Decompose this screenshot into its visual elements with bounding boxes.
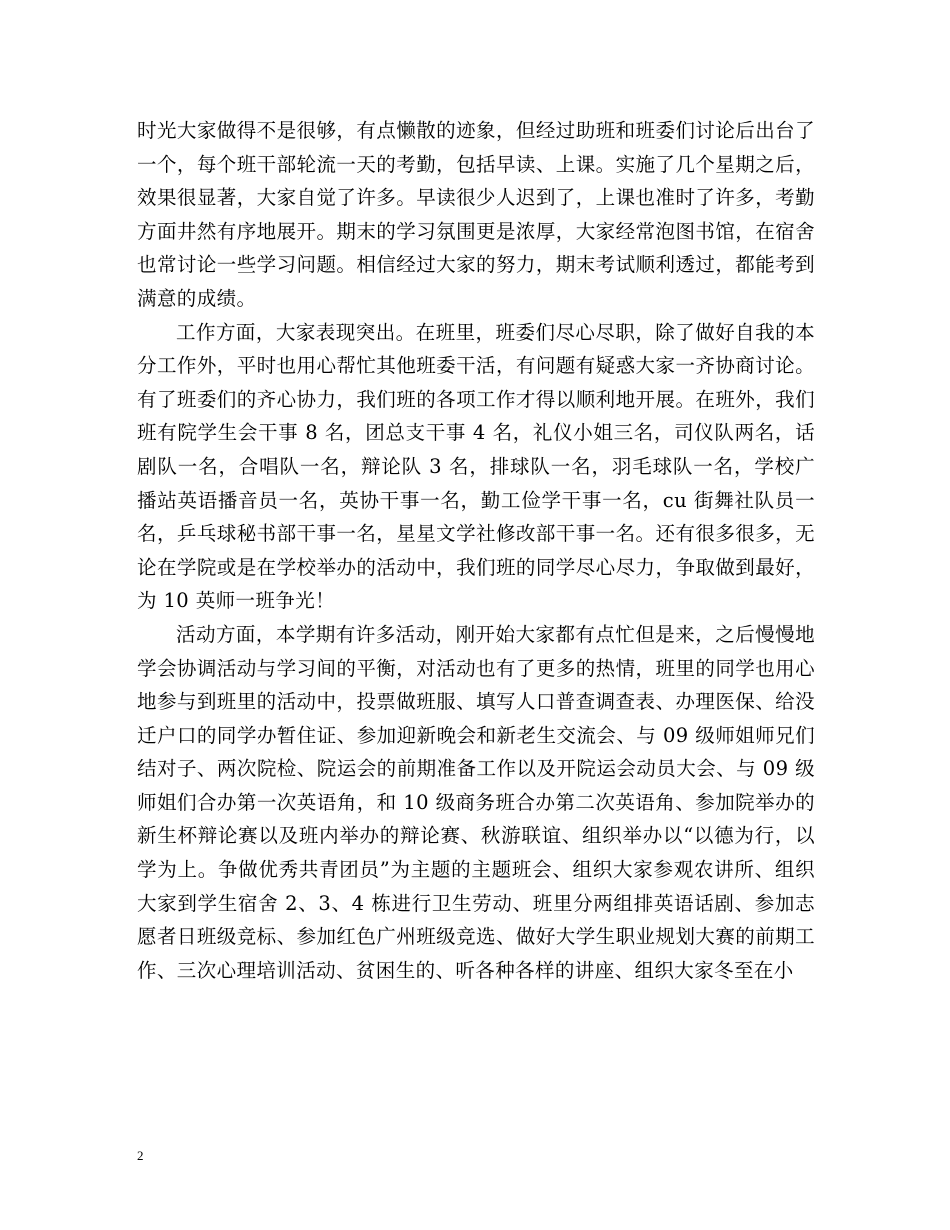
paragraph-1: 时光大家做得不是很够，有点懒散的迹象，但经过助班和班委们讨论后出台了一个，每个班干部轮流一天的考勤，包括早读、上课。实施了几个星期之后，效果很显著，大家自觉了许多。早读很少人迟到了，上课也准时了许多，考勤方面井然有序地展开。期末的学习氛围更是浓厚，大家经常泡图书馆，在宿舍也常讨论一些学习问题。相信经过大家的努力，期末考试顺利透过，都能考到满意的成绩。 [137, 119, 815, 310]
paragraph-2: 工作方面，大家表现突出。在班里，班委们尽心尽职，除了做好自我的本分工作外，平时也用心帮忙其他班委干活，有问题有疑惑大家一齐协商讨论。有了班委们的齐心协力，我们班的各项工作才得以顺利地开展。在班外，我们班有院学生会干事 8 名，团总支干事 4 名，礼仪小姐三名，司仪队两名，话剧队一名，合唱队一名，辩论队 3 名，排球队一名，羽毛球队一名，学校广播站英语播音员一名，英协干事一名，勤工俭学干事一名，cu 街舞社队员一名，乒乓球秘书部干事一名，星星文学社修改部干事一名。还有很多很多，无论在学院或是在学校举办的活动中，我们班的同学尽心尽力，争取做到最好，为 10 英师一班争光！ [137, 320, 815, 613]
page-number: 2 [137, 1148, 144, 1163]
document-body [137, 114, 815, 987]
paragraph-3: 活动方面，本学期有许多活动，刚开始大家都有点忙但是来，之后慢慢地学会协调活动与学习间的平衡，对活动也有了更多的热情，班里的同学也用心地参与到班里的活动中，投票做班服、填写人口普查调查表、办理医保、给没迁户口的同学办暂住证、参加迎新晚会和新老生交流会、与 09 级师姐师兄们结对子、两次院检、院运会的前期准备工作以及开院运会动员大会、与 09 级师姐们合办第一次英语角，和 10 级商务班合办第二次英语角、参加院举办的新生杯辩论赛以及班内举办的辩论赛、秋游联谊、组织举办以“以德为行，以学为上。争做优秀共青团员”为主题的主题班会、组织大家参观农讲所、组织大家到学生宿舍 2、3、4 栋进行卫生劳动、班里分两组排英语话剧、参加志愿者日班级竞标、参加红色广州班级竞选、做好大学生职业规划大赛的前期工作、三次心理培训活动、贫困生的、听各种各样的讲座、组织大家冬至在小 [137, 622, 815, 982]
